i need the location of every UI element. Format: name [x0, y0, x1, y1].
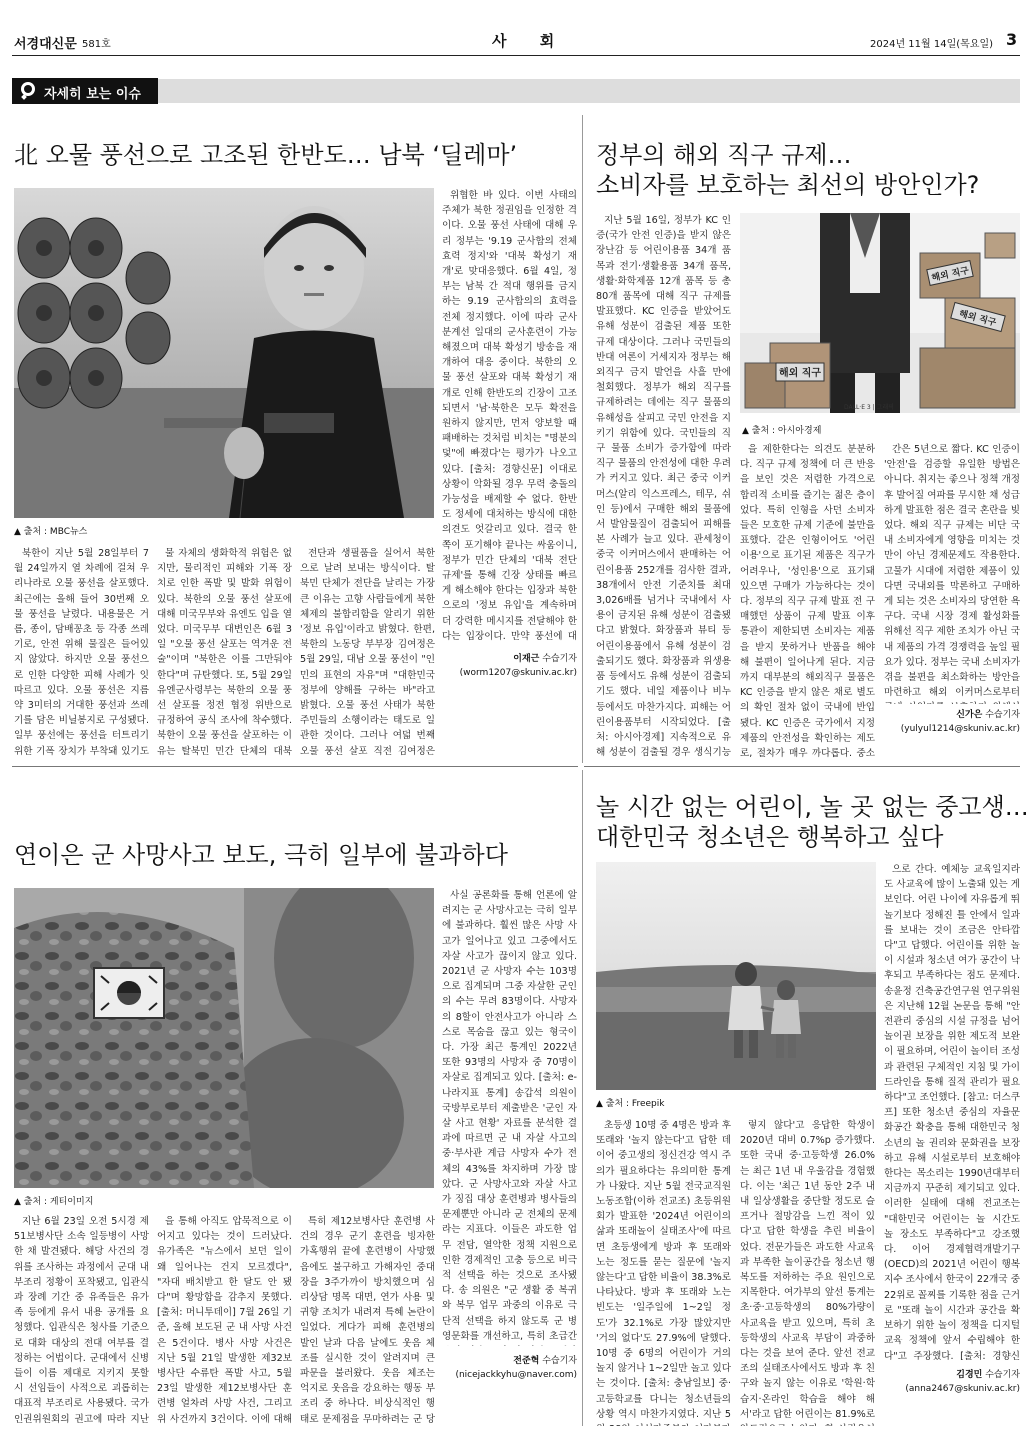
issue-banner-label: 자세히 보는 이슈	[44, 87, 141, 102]
article3-headline: 연이은 군 사망사고 보도, 극히 일부에 불과하다	[14, 841, 508, 869]
article3-byline	[442, 1354, 577, 1382]
article4-photo-caption: ▲ 출처 : Freepik	[596, 1099, 665, 1109]
article2-body-col3	[884, 442, 1020, 704]
article2-reporter-email: (yulyul1214@skuniv.ac.kr)	[900, 724, 1020, 734]
article4-reporter-title: 수습기자	[985, 1370, 1020, 1380]
section-divider-right	[584, 766, 1020, 767]
article2-photo-caption: ▲ 출처 : 아시아경제	[742, 426, 822, 436]
article1-reporter-title: 수습기자	[542, 654, 577, 664]
issue-banner	[12, 79, 1020, 103]
masthead-rule	[12, 55, 1020, 56]
article3-body-col3	[300, 1214, 435, 1426]
page-number: 3	[1006, 30, 1018, 49]
child-figure-left	[735, 962, 757, 986]
article2-photo-label-1: 해외 직구	[778, 368, 822, 379]
article4-reporter-name: 김경민	[956, 1370, 983, 1380]
article3-reporter-email: (nicejackkyhu@naver.com)	[455, 1370, 577, 1380]
article2-body-col1	[596, 213, 731, 758]
article4-reporter-email: (anna2467@skuniv.ac.kr)	[905, 1384, 1020, 1394]
column-divider-lower	[582, 770, 583, 1426]
child-figure-right	[777, 980, 795, 1000]
article4-body-text-3: 으로 간다. 예체능 교육일지라도 사교육에 많이 노출돼 있는 게 보인다. 어린 나이에 자유롭게 뛰놀기보다 정해진 틀 안에서 일과를 보내는 것이 조금은 안타깝다"고 답했다. 어린이를 위한 놀이 시설과 청소년 여가 공간이 낙후되고 부족하다는 점도 문제다. 송윤정 건축공간연구원 연구위원은 지난해 12월 논문을 통해 "안전관리 중심의 시설 규정을 넘어 놀이권 보장을 위한 제도적 보완이 필요하며, 어린이 놀이터 조성과 관련된 구체적인 지침 및 가이드라인을 통해 질적 관리가 필요하다"고 조언했다. [참고: 더스쿠프] 또한 청소년 중심의 자율문화공간 확충을 통해 대한민국 청소년의 놀 권리와 문화권을 보장하고 유해 시설로부터 보호해야 한다는 목소리는 1990년대부터 지금까지 꾸준히 제기되고 있다. 이러한 실태에 대해 전교조는 "대한민국 어린이는 놀 시간도 놀 장소도 부족하다"고 강조했다. 이어 경제협력개발기구(OECD)의 2021년 어린이 행복지수 조사에서 한국이 22개국 중 22위로 꼴찌를 기록한 점을 근거로 "또래 놀이 시간과 공간을 확보하기 위한 놀이 정책을 디지털 교육 정책에 앞서 수립해야 한다"고 주장했다. [출처: 경향신	[884, 864, 1020, 1360]
article3-body-col1	[14, 1214, 149, 1426]
article2-photo-credit: DALL·E 3 | 그래픽	[844, 404, 894, 411]
article3-body-col4	[442, 888, 577, 1346]
article2-photo-label-3: 해외 직구	[957, 309, 998, 329]
article3-body-text-2: 을 통해 아직도 압묵적으로 이어지고 있다는 것이 드러났다. 유가족은 "뉴스에서 보던 일이 왜 일어나는 건지 모르겠다", "자대 배치받고 한 달도 안 됐다"며 황망함을 감추지 못했다. [출처: 머니투데이] 7월 26일 기준, 올해 보도된 군 내 사망 사건은 5건이다. 병사 사망 사건은 지난 5월 21일 발생한 제32보병사단 수류탄 폭발 사고, 5월 23일 발생한 제12보병사단 훈련병 얼차려 사망 사건, 그리고 위 사건까지 3건이다. 이에 대해	[157, 1216, 292, 1425]
issue-number: 581호	[82, 39, 111, 50]
article3-body-text-4: 사실 공론화를 통해 언론에 알려지는 군 사망사고는 극히 일부에 불과하다. 훨씬 많은 사망 사고가 일어나고 있고 그중에서도 자살 사고가 끊이지 않고 있다. 2021년 군 사망자 수는 103명으로 집계되며 그중 자살한 군인의 수는 무려 83명이다. 사망자의 8할이 안전사고가 아니라 스스로 목숨을 끊고 있는 형국이다. 가장 최근 통계인 2022년 또한 93명의 사망자 중 70명이 자살로 집계되고 있다. [출처: e-나라지표 통계] 송갑석 의원이 국방부로부터 제출받은 '군인 자살 사고 현황' 자료를 분석한 결과에 따르면 군 내 자살 사고의 중·부사관 계급 사망자 수가 전체의 43%를 차지하며 가장 많았다. 군 사망사고와 자살 사고가 징집 대상 훈련병과 병사들의 문제뿐만 아니라 군 전체의 문제라는 지표다. 이들은 과도한 업무 전담, 열악한 정책 지원으로 인한 경제적인 고충 등으로 비극적 선택을 하는 것으로 조사됐다. 송 의원은 "군 생활 중 복귀와 복무 업무 과중의 이유로 극단적 선택을 하지 않도록 군 병영문화를 개선하고, 특히 초급간	[442, 890, 577, 1342]
article4-body-col1	[596, 1118, 731, 1426]
newspaper-logo: 서경대신문	[14, 37, 77, 52]
article4-body-text-1: 초등생 10명 중 4명은 방과 후 또래와 '놀지 않는다'고 답한 데 이어 중고생의 정신건강 역시 주의가 필요하다는 유의미한 통계가 나왔다. 지난 5월 전국교직원노동조합(이하 전교조) 초등위원회가 발표한 '2024년 어린이의 삶과 또래놀이 실태조사'에 따르면 초등생에게 방과 후 또래와 노는 정도를 묻는 질문에 '놀지 않는다'고 답한 비율이 38.3%로 나타났다. 방과 후 또래와 노는 빈도는 '일주일에 1~2일 정도'가 32.1%로 가장 많았지만 '거의 없다'도 27.9%에 달했다. 10명 중 6명의 어린이가 거의 놀지 않거나 1~2일만 놀고 있다는 것이다. [출처: 충남일보] 중·고등학교를 다니는 청소년들의 상황 역시 마찬가지였다. 지난 5	[596, 1120, 731, 1420]
article1-photo-caption: ▲ 출처 : MBC뉴스	[14, 527, 88, 537]
article1-body-text-1: 북한이 지난 5월 28일부터 7월 24일까지 열 차례에 걸쳐 우리나라로 오물 풍선을 살포했다. 최근에는 올해 들어 30번째 오물 풍선을 날렸다. 내용물은 거름, 종이, 담배꽁초 등 각종 쓰레기로, 안전 위해 물질은 들어있지 않았다. 하지만 오물 풍선으로 인한 다양한 피해 사례가 잇따르고 있다. 오물 풍선은 지름 약 3미터의 거대한 풍선과 쓰레기를 담은 비닐봉지로 구성됐다. 일부 풍선에는 풍선을 터트리기 위한 기폭 장치가 부착돼 있기도	[14, 548, 149, 757]
article2-body-col2	[740, 442, 875, 758]
section-title: 사 회	[492, 32, 569, 50]
article3-photo-caption: ▲ 출처 : 게티이미지	[14, 1197, 94, 1207]
article2-body-text-1: 지난 5월 16일, 정부가 KC 인증(국가 안전 인증)을 받지 않은 장난감 등 어린이용품 34개 품목과 전기·생활용품 34개 품목, 생활·화학제품 12개 품목 등 총 80개 품목에 대해 직구 규제를 발표했다. KC 인증을 받았어도 유해 성분이 검출된 제품 또한 규제 대상이다. 그러나 국민들의 반대 여론이 거세지자 정부는 해외직구 금지 발언을 사흘 만에 철회했다. 정부가 해외 직구를 규제하려는 데에는 직구 물품의 유해성을 살피고 국민 안전을 지키기 위함에 있다. 국민들의 직구 물품 소비가 증가함에 따라 직구 물품의 안전성에 대한 우려가 커지고 있다. 최근 중국 이커머스(알리 익스프레스, 테무, 쉬인 등)에서 구매한 해외 물품에서 발암물질이 검출되어 피해를 본 사례가 늘고 있다. 관세청이 중국 이커머스에서 판매하는 어린이용품 252개를 검사한 결과, 38개에서 안전 기준치를 최대 3,026배를 넘거나 국내에서 사용이 금지된 유해 성분이 검출됐다고 밝혔다. 화장품과 뷰티 등 어린이용품에서 유해 성분이 검출되기도 했다. 화장품과 위생용품 등에서도 유해 성분이 검출되기도 했다. 네일 제품이나 비누 등에서도 마찬가지다. 피해는 어린이용품부터 시작되었다. [출처: 아시아경제] 지속적으로 유해 성분이 검출될 경우 생식기능	[596, 215, 731, 758]
magnifier-icon	[18, 80, 38, 100]
article2-reporter-title: 수습기자	[985, 710, 1020, 720]
article1-body-col4	[442, 188, 577, 643]
article1-reporter-name: 이재근	[513, 654, 540, 664]
column-divider	[582, 115, 583, 763]
article3-body-text-3: 특히 제12보병사단 훈련병 사건의 경우 군기 훈련을 빙자한 가혹행위 끝에 훈련병이 사망했음에도 불구하고 가해자인 중대장을 3주가까이 방치했으며 심리상담 명목 대면, 연가 사용 및 귀향 조치가 내려져 특혜 논란이 일었다. 게다가 피해 훈련병의 발인 날과 다음 날에도 웃음 체조를 실시한 것이 알려지며 큰 파문을 불러왔다. 웃음 체조는 억지로 웃음을 강요하는 행동 부조리 중 하나다. 비상식적인 행태로 문제점을 무마하려는 군 당	[300, 1216, 435, 1425]
article2-headline-line2: 소비자를 보호하는 최선의 방안인가?	[596, 171, 980, 199]
article1-body-col1	[14, 546, 149, 758]
article2-headline-line1: 정부의 해외 직구 규제…	[596, 141, 852, 169]
article1-headline: 北 오물 풍선으로 고조된 한반도… 남북 ‘딜레마’	[14, 141, 518, 169]
section-divider-left	[12, 766, 578, 767]
article4-body-col3	[884, 862, 1020, 1360]
article3-photo	[14, 888, 434, 1188]
article4-body-text-2: 렇지 않다'고 응답한 학생이 2020년 대비 0.7%p 증가했다. 또한 국내 중·고등학생 26.0%는 최근 1년 내 우울감을 경험했다. 이는 '최근 1년 동안 2주 내내 일상생활을 중단할 정도로 슬프거나 절망감을 느낀 적이 있다'고 답한 학생을 추린 비율이었다. 전문가들은 과도한 사교육과 부족한 놀이공간을 청소년 행복도를 저하하는 주요 원인으로 지목한다. 여가부의 앞선 통계는 초·중·고등학생의 80%가량이 사교육을 받고 있으며, 특히 초등학생의 사교육 부담이 과중하다는 것을 보여 준다. 앞선 전교조의 실태조사에서도 방과 후 친구와 놀지 않는 이유로 '학원·학습지·온라인 학습을 해야 해서'라고 답한 어린이는 81.9%로	[740, 1120, 875, 1420]
article4-photo	[596, 862, 876, 1090]
article4-headline-line2: 대한민국 청소년은 행복하고 싶다	[596, 823, 944, 851]
article2-reporter-name: 신가은	[956, 710, 983, 720]
article1-body-text-3: 전단과 생필품을 실어서 북한으로 날려 보내는 방식이다. 탈북민 단체가 전단을 날리는 가장 큰 이유는 고향 사람들에게 북한 체제의 불합리함을 알리기 위한 '정보 유입'이라고 밝혔다. 한편, 북한의 노동당 부부장 김여정은 5월 29일, 대남 오물 풍선이 "인민의 표현의 자유"며 "대한민국 정부에 양해를 구하는 바"라고 밝혔다. 오물 풍선 사태가 북한 주민들의 소행이라는 태도로 일관한 것이다. 그러나 여덟 번째 오물 풍선 살포 직전 김여정은	[300, 548, 435, 757]
article3-reporter-name: 전준혁	[513, 1356, 540, 1366]
publication-date: 2024년 11월 14일(목요일)	[870, 39, 994, 50]
article1-body-text-4: 위협한 바 있다. 이번 사태의 주체가 북한 정권임을 인정한 격이다. 오물 풍선 사태에 대해 우리 정부는 '9.19 군사합의 전체 효력 정지'와 '대북 확성기 재개'로 맞대응했다. 6월 4일, 정부는 남북 간 적대 행위를 금지하는 9.19 군사합의의 효력을 전체 정지했다. 이에 따라 군사분계선 일대의 군사훈련이 가능해졌으며 대북 확성기 방송을 재개하여 대응 중이다. 북한의 오물 풍선 살포와 대북 확성기 재개로 인해 한반도의 긴장이 고조되면서 '남·북한은 모두 확전을 원하지 않지만, 먼저 양보할 때 패배하는 것처럼 비치는 "명분의 덫"에 빠졌다'는 평가가 나오고 있다. [출처: 경향신문] 이대로 상황이 악화될 경우 무력 충돌의 가능성을 배제할 수 없다. 한반도 정세에 대처하는 방식에 대한 의견도 엇갈리고 있다. 결국 한쪽이 포기해야 끝나는 싸움이니, 정부가 민간 단체의 '대북 전단 규제'를 통해 긴장 상태를 빠르게 해소해야 한다는 입장과 북한으로의 '정보 유입'을 계속하며 더 강력한 메시지를 전달해야 한다는 입장이다. 만약 풍선에 대	[442, 190, 577, 642]
article2-body-text-3: 간은 5년으로 짧다. KC 인증이 '안전'을 검증할 유일한 방법은 아니다. 취지는 좋으나 정책 개정 후 발어질 여파를 무시한 채 성급하게 발표한 점은 결국 혼란을 빚었다. 해외 직구 규제는 비단 국내 소비자에게 영향을 미치는 것만이 아닌 경제문제도 작용한다. 고물가 시대에 저렴한 제품이 있다면 국내외를 막론하고 구매하게 되는 것은 소비자의 당연한 욕구다. 국내 시장 경제 활성화를 위해선 직구 제한 조치가 아닌 국내 제품의 가격 경쟁력을 높일 필요가 있다. 정부는 국내 소비자가 겪을 불편을 최소화하는 방안을 마련하고 해외 이커머스로부터	[884, 444, 1020, 699]
article4-byline	[884, 1368, 1020, 1396]
article2-photo	[740, 213, 1020, 413]
article3-reporter-title: 수습기자	[542, 1356, 577, 1366]
article2-body-text-2: 을 제한한다는 의견도 분분하다. 직구 규제 정책에 더 큰 반응을 보인 것은 저렴한 가격으로 합리적 소비를 즐기는 젊은 층이었다. 특히 인형을 사던 소비자들은 모호한 규제 기준에 불만을 표했다. 같은 인형이어도 '어린이용'으로 표기된 제품은 직구가 어려우나, '성인용'으로 표기돼 있으면 구매가 가능하다는 것이다. 정부의 직구 규제 발표 전 구매했던 상품이 규제 발표 이후 통관이 제한되면 소비자는 제품을 받지 못하거나 반품을 해야 해 불편이 일어나게 된다. 지금까지 대부분의 해외직구 물품은 KC 인증을 받지 않은 채로 별도의 확인 절차 없이 국내에 반입됐다. KC 인증은 국가에서 지정 제품의 안전성을 확인하는 제도로, 절차가 매우 까다롭다. 중소	[740, 444, 875, 758]
article4-headline-line1: 놀 시간 없는 어린이, 놀 곳 없는 중고생…	[596, 793, 1029, 821]
article4-body-col2	[740, 1118, 875, 1426]
article1-photo	[14, 188, 434, 518]
article1-body-text-2: 물 자체의 생화학적 위험은 없지만, 물리적인 피해와 기폭 장치로 인한 폭발 및 발화 위험이 있다. 북한의 오물 풍선 살포에 대해 미국무부와 유엔도 입을 열었다. 미국무부 대변인은 6월 3일 "오물 풍선 살포는 역겨운 전술"이며 "북한은 이를 그만둬야 한다"며 규탄했다. 또, 5월 29일 유엔군사령부는 북한의 오물 풍선 살포를 정전 협정 위반으로 규정하여 공식 조사에 착수했다. 북한이 오물 풍선을 살포하는 이유는 탈북민 민간 단체의 대북	[157, 548, 292, 757]
article2-byline	[884, 708, 1020, 736]
article1-body-col3	[300, 546, 435, 758]
article1-byline	[442, 652, 577, 680]
article1-body-col2	[157, 546, 292, 758]
article3-body-col2	[157, 1214, 292, 1426]
article2-photo-label-2: 해외 직구	[930, 266, 971, 284]
article3-body-text-1: 지난 6월 23일 오전 5시경 제51보병사단 소속 일등병이 사망한 채 발견됐다. 해당 사건의 경위를 조사하는 과정에서 군대 내 부조리 정황이 포착됐고, 입관식과 장례 기간 중 유족들은 유가족 등에게 유서 내용 공개를 요청했다. 입관식은 청사를 기준으로 대화 대상의 전대 여부를 결정하는 어법이다. 군대에서 신병들이 이름 제대로 지키지 못할 시 선임들이 사적으로 괴롭히는 대표적 부조리로 사용됐다. 국가인권위원회의 권고에 따라 지난	[14, 1216, 149, 1425]
masthead	[0, 0, 1032, 62]
article1-reporter-email: (worm1207@skuniv.ac.kr)	[459, 668, 577, 678]
